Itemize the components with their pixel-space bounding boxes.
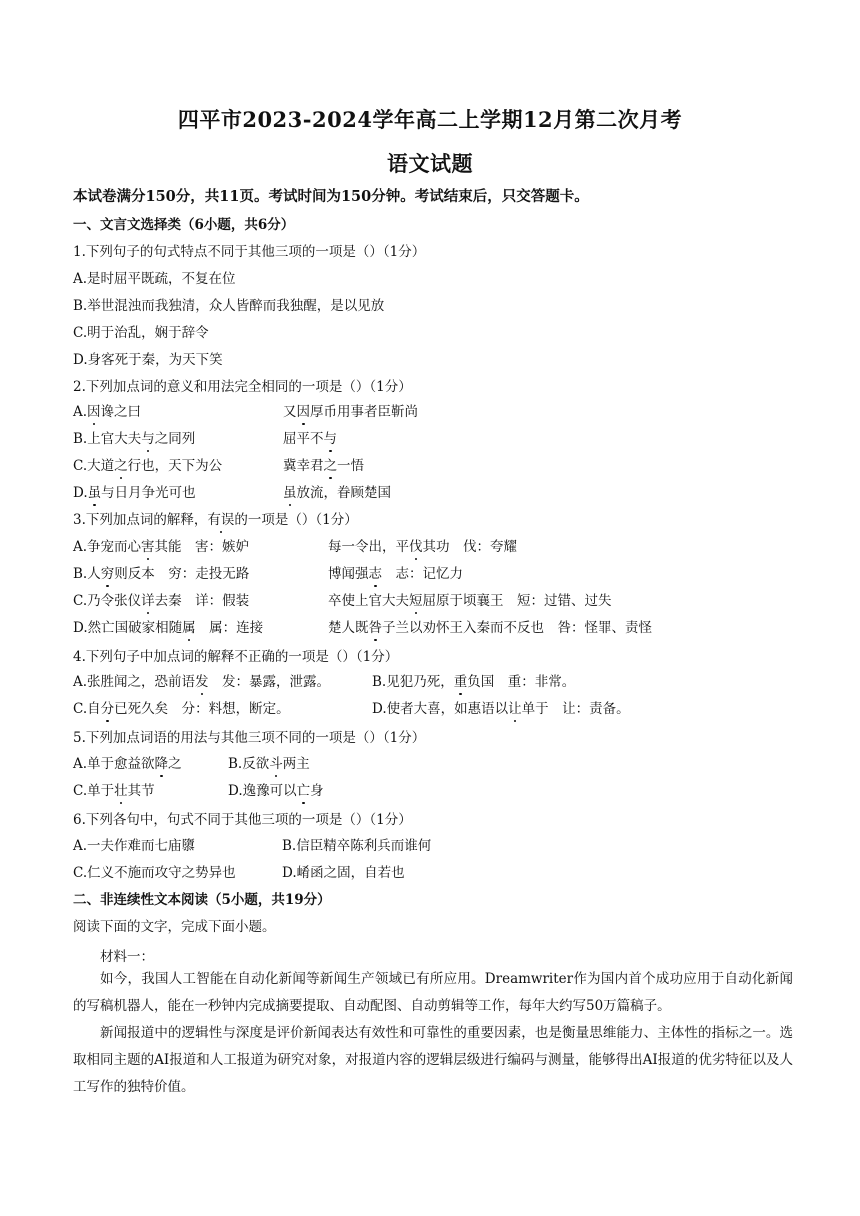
dotted-word: 亡 <box>296 783 311 799</box>
text: 的一项是（）（1分） <box>234 512 358 528</box>
question-3-option-a-pair <box>328 538 517 556</box>
text: 3.下列加点词的解释， <box>73 512 208 528</box>
dotted-word: 咎 <box>368 620 382 636</box>
dotted-word: 属 <box>182 620 196 636</box>
text: A.张胜闻之，恐前语 <box>73 674 196 690</box>
text: 发：暴露，泄露。 <box>208 674 331 690</box>
question-5-option-c <box>73 782 155 800</box>
question-3-option-b <box>73 565 249 583</box>
question-4-option-c <box>73 700 290 718</box>
dotted-word: 害 <box>141 539 155 555</box>
reading-instruction: 阅读下面的文字，完成下面小题。 <box>73 919 276 935</box>
material-label: 材料一： <box>100 949 154 965</box>
question-2-option-c-pair <box>283 457 364 475</box>
section-heading-1: 一、文言文选择类（6小题，共6分） <box>73 217 295 233</box>
text: 子兰以劝怀王入秦而不反也 咎：怪罪、责怪 <box>382 620 652 636</box>
dotted-word: 分 <box>100 701 115 717</box>
exam-title: 四平市2023-2024学年高二上学期12月第二次月考 <box>177 107 683 132</box>
text: 其功 伐：夸耀 <box>422 539 517 555</box>
question-1-stem: 1.下列句子的句式特点不同于其他三项的一项是（）（1分） <box>73 244 426 260</box>
text: A. <box>73 404 88 420</box>
text: 每一令出，平 <box>328 539 409 555</box>
text: 屈平不 <box>283 431 324 447</box>
question-5-option-d <box>228 782 324 800</box>
question-5-option-b <box>228 755 310 773</box>
dotted-word: 与 <box>323 431 337 447</box>
text: 其能 害：嫉妒 <box>154 539 250 555</box>
question-3-option-a <box>73 538 249 556</box>
dotted-word: 穷 <box>100 566 115 582</box>
text: C.单于 <box>73 783 115 799</box>
text: 则反本 穷：走投无路 <box>114 566 250 582</box>
question-2-option-a-pair <box>283 403 418 421</box>
question-4-option-b <box>372 673 575 691</box>
text: B.人 <box>73 566 101 582</box>
dotted-word: 短 <box>409 593 423 609</box>
dotted-word: 斗 <box>269 756 283 772</box>
text: 去秦 详：假装 <box>154 593 250 609</box>
question-6-option-d: D.崤函之固，自若也 <box>282 865 405 881</box>
dotted-word: 重 <box>453 674 468 690</box>
text: B.见犯乃死， <box>372 674 454 690</box>
question-1-option-a: A.是时屈平既疏，不复在位 <box>73 271 236 287</box>
question-4-stem: 4.下列句子中加点词的解释不正确的一项是（）（1分） <box>73 649 399 665</box>
question-6-stem: 6.下列各句中，句式不同于其他三项的一项是（）（1分） <box>73 812 412 828</box>
text: B.反欲 <box>228 756 270 772</box>
passage-paragraph-1: 如今，我国人工智能在自动化新闻等新闻生产领域已有所应用。Dreamwriter作为国内首个成功应用于自动化新闻的写稿机器人，能在一秒钟内完成摘要提取、自动配图、自动剪辑等工作，每年大约写50万篇稿子。 <box>73 971 793 1014</box>
section-heading-2: 二、非连续性文本阅读（5小题，共19分） <box>73 892 331 908</box>
question-2-option-c <box>73 457 222 475</box>
text: 冀幸君 <box>283 458 324 474</box>
dotted-word: 虽 <box>283 485 297 501</box>
passage-paragraph-2: 新闻报道中的逻辑性与深度是评价新闻表达有效性和可靠性的重要因素，也是衡量思维能力、主体性的指标之一。选取相同主题的AI报道和人工报道为研究对象，对报道内容的逻辑层级进行编码与测量，能够得出AI报道的优劣特征以及人工写作的独特价值。 <box>73 1025 793 1095</box>
question-1-option-b: B.举世混浊而我独清，众人皆醉而我独醒，是以见放 <box>73 298 385 314</box>
dotted-word: 之 <box>323 458 337 474</box>
text: 身 <box>310 783 324 799</box>
text: 又 <box>283 404 297 420</box>
text: 两主 <box>282 756 310 772</box>
question-3-option-c-pair <box>328 592 612 610</box>
text: 楚人既 <box>328 620 369 636</box>
dotted-word: 壮 <box>114 783 128 799</box>
question-1-option-d: D.身客死于秦，为天下笑 <box>73 352 223 368</box>
text: A.单于愈益欲 <box>73 756 155 772</box>
dotted-word: 详 <box>141 593 155 609</box>
question-5-option-a <box>73 755 182 773</box>
text: 博闻强 <box>328 566 369 582</box>
text: 已死久矣 分：料想，断定。 <box>114 701 290 717</box>
reading-passage <box>73 966 793 1101</box>
text: 一悟 <box>337 458 364 474</box>
question-6-option-a: A.一夫作难而七庙隳 <box>73 838 196 854</box>
dotted-word: 降 <box>154 756 169 772</box>
text: B.上官大夫 <box>73 431 142 447</box>
text: C.自 <box>73 701 101 717</box>
text: 志：记忆力 <box>382 566 463 582</box>
question-3-stem <box>73 511 358 529</box>
text: 之同列 <box>154 431 196 447</box>
question-6-option-c: C.仁义不施而攻守之势异也 <box>73 865 236 881</box>
exam-subtitle: 语文试题 <box>387 151 473 176</box>
dotted-word: 因 <box>87 404 101 420</box>
dotted-word: 志 <box>368 566 382 582</box>
question-2-option-b-pair <box>283 430 337 448</box>
text: 负国 重：非常。 <box>467 674 576 690</box>
dotted-word: 让 <box>508 701 522 717</box>
text: 厚币用事者臣靳尚 <box>310 404 418 420</box>
dotted-word: 因 <box>296 404 310 420</box>
text: 单于 让：责备。 <box>521 701 630 717</box>
text: 行也，天下为公 <box>127 458 223 474</box>
question-4-option-a <box>73 673 330 691</box>
text: D.逸豫可以 <box>228 783 297 799</box>
text: C.大道 <box>73 458 115 474</box>
dotted-word: 之 <box>114 458 128 474</box>
text: A.争宠而心 <box>73 539 142 555</box>
text: 放流，眷顾楚国 <box>296 485 391 501</box>
text: D.然亡国破家相随 <box>73 620 183 636</box>
question-2-option-d-pair <box>283 484 391 502</box>
question-3-option-d <box>73 619 263 637</box>
text: 其节 <box>127 783 155 799</box>
question-3-option-c <box>73 592 249 610</box>
text: 与日月争光可也 <box>101 485 196 501</box>
text: 之 <box>168 756 182 772</box>
text: 卒使上官大夫 <box>328 593 409 609</box>
exam-notice: 本试卷满分150分，共11页。考试时间为150分钟。考试结束后，只交答题卡。 <box>73 188 589 205</box>
question-1-option-c: C.明于治乱，娴于辞令 <box>73 325 209 341</box>
question-2-stem: 2.下列加点词的意义和用法完全相同的一项是（）（1分） <box>73 379 412 395</box>
question-6-option-b: B.信臣精卒陈利兵而谁何 <box>282 838 432 854</box>
dotted-word: 发 <box>195 674 209 690</box>
dotted-word: 有误 <box>207 512 235 528</box>
text: 属：连接 <box>195 620 264 636</box>
question-3-option-b-pair <box>328 565 463 583</box>
question-4-option-d <box>372 700 630 718</box>
question-3-option-d-pair <box>328 619 652 637</box>
text: C.乃令张仪 <box>73 593 142 609</box>
dotted-word: 虽 <box>87 485 102 501</box>
dotted-word: 伐 <box>409 539 423 555</box>
text: 谗之曰 <box>100 404 142 420</box>
question-2-option-d <box>73 484 196 502</box>
text: D. <box>73 485 88 501</box>
question-2-option-a <box>73 403 141 421</box>
question-2-option-b <box>73 430 195 448</box>
dotted-word: 与 <box>141 431 155 447</box>
text: D.使者大喜，如惠语以 <box>372 701 509 717</box>
question-5-stem: 5.下列加点词语的用法与其他三项不同的一项是（）（1分） <box>73 730 426 746</box>
text: 屈原于顷襄王 短：过错、过失 <box>422 593 612 609</box>
